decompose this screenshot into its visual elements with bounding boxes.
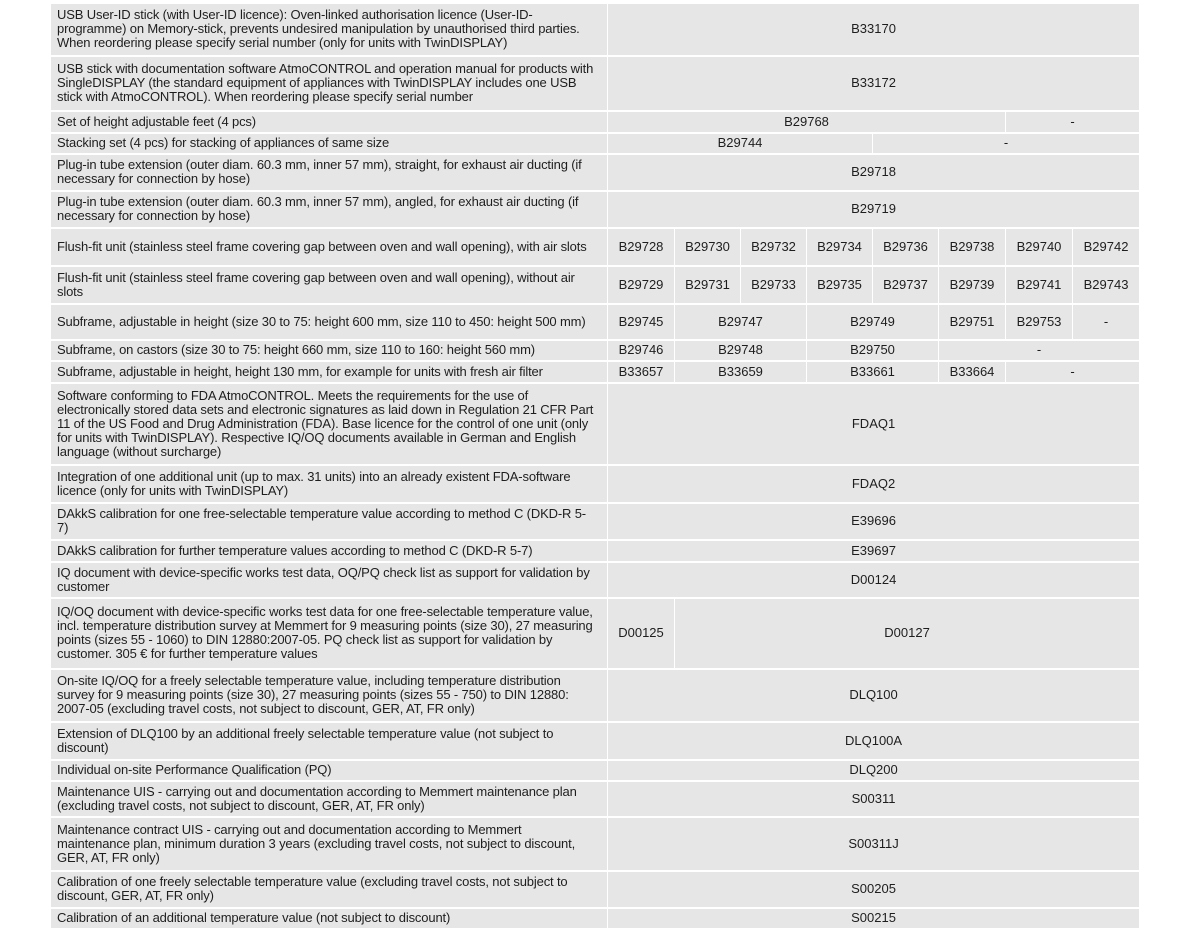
article-number-cell: B29719 (608, 191, 1140, 228)
article-number-cell: B29732 (741, 228, 807, 266)
article-number-cell: B29738 (939, 228, 1006, 266)
article-number-cell: S00205 (608, 871, 1140, 908)
table-row (51, 383, 1140, 465)
row-description: Flush-fit unit (stainless steel frame covering gap between oven and wall opening), without air slots (51, 266, 608, 304)
row-description: Subframe, on castors (size 30 to 75: height 660 mm, size 110 to 160: height 560 mm) (51, 340, 608, 361)
article-number-cell: B29751 (939, 304, 1006, 340)
article-number-cell: B29745 (608, 304, 675, 340)
article-number-cell: S00311J (608, 817, 1140, 871)
row-description: USB stick with documentation software AtmoCONTROL and operation manual for products with SingleDISPLAY (the standard equipment of appliances with TwinDISPLAY includes one USB stick with AtmoCONTROL). When reordering please specify serial number (51, 56, 608, 111)
table-row (51, 669, 1140, 722)
row-description: Calibration of an additional temperature value (not subject to discount) (51, 908, 608, 929)
table-row (51, 4, 1140, 56)
row-description: Integration of one additional unit (up to max. 31 units) into an already existent FDA-software licence (only for units with TwinDISPLAY) (51, 465, 608, 503)
article-number-cell: - (1006, 111, 1140, 133)
article-number-cell: B29742 (1073, 228, 1140, 266)
table-row (51, 871, 1140, 908)
article-number-cell: DLQ100 (608, 669, 1140, 722)
row-description: Plug-in tube extension (outer diam. 60.3 mm, inner 57 mm), angled, for exhaust air ducting (if necessary for connection by hose) (51, 191, 608, 228)
article-number-cell: B29748 (675, 340, 807, 361)
article-number-cell: B29737 (873, 266, 939, 304)
article-number-cell: B29739 (939, 266, 1006, 304)
row-description: Software conforming to FDA AtmoCONTROL. Meets the requirements for the use of electronically stored data sets and electronic signatures as laid down in Regulation 21 CFR Part 11 of the US Food and Drug Administration (FDA). Base licence for the control of one unit (only for units with TwinDISPLAY). Respective IQ/OQ documents available in German and English language (without surcharge) (51, 383, 608, 465)
article-number-cell: B33659 (675, 361, 807, 383)
article-number-cell: E39696 (608, 503, 1140, 540)
article-number-cell: S00311 (608, 781, 1140, 817)
article-number-cell: B29749 (807, 304, 939, 340)
row-description: DAkkS calibration for further temperature values according to method C (DKD-R 5-7) (51, 540, 608, 562)
accessories-table (50, 3, 1140, 930)
table-row (51, 722, 1140, 760)
article-number-cell: B29740 (1006, 228, 1073, 266)
table-row (51, 562, 1140, 598)
row-description: Stacking set (4 pcs) for stacking of appliances of same size (51, 133, 608, 154)
article-number-cell: FDAQ2 (608, 465, 1140, 503)
row-description: Maintenance UIS - carrying out and documentation according to Memmert maintenance plan (excluding travel costs, not subject to discount, GER, AT, FR only) (51, 781, 608, 817)
table-row (51, 154, 1140, 191)
row-description: On-site IQ/OQ for a freely selectable temperature value, including temperature distribution survey for 9 measuring points (size 30), 27 measuring points (sizes 55 - 750) to DIN 12880: 2007-05 (excluding travel costs, not subject to discount, GER, AT, FR only) (51, 669, 608, 722)
article-number-cell: B29731 (675, 266, 741, 304)
row-description: IQ/OQ document with device-specific works test data for one free-selectable temperature value, incl. temperature distribution survey at Memmert for 9 measuring points (size 30), 27 measuring points (sizes 55 - 1060) to DIN 12880:2007-05. PQ check list as support for validation by customer. 305 € for further temperature values (51, 598, 608, 669)
article-number-cell: - (1073, 304, 1140, 340)
article-number-cell: B29730 (675, 228, 741, 266)
table-row (51, 304, 1140, 340)
article-number-cell: B29750 (807, 340, 939, 361)
row-description: DAkkS calibration for one free-selectable temperature value according to method C (DKD-R 5-7) (51, 503, 608, 540)
table-row (51, 908, 1140, 929)
article-number-cell: B29735 (807, 266, 873, 304)
table-row (51, 760, 1140, 781)
table-row (51, 340, 1140, 361)
row-description: IQ document with device-specific works test data, OQ/PQ check list as support for validation by customer (51, 562, 608, 598)
article-number-cell: DLQ100A (608, 722, 1140, 760)
article-number-cell: B29734 (807, 228, 873, 266)
table-row (51, 361, 1140, 383)
table-row (51, 503, 1140, 540)
article-number-cell: FDAQ1 (608, 383, 1140, 465)
article-number-cell: B29718 (608, 154, 1140, 191)
table-row (51, 56, 1140, 111)
article-number-cell: B29743 (1073, 266, 1140, 304)
article-number-cell: DLQ200 (608, 760, 1140, 781)
article-number-cell: B33661 (807, 361, 939, 383)
article-number-cell: - (873, 133, 1140, 154)
table-row (51, 133, 1140, 154)
row-description: USB User-ID stick (with User-ID licence): Oven-linked authorisation licence (User-ID-programme) on Memory-stick, prevents undesired manipulation by unauthorised third parties. When reordering please specify serial number (only for units with TwinDISPLAY) (51, 4, 608, 56)
article-number-cell: D00125 (608, 598, 675, 669)
article-number-cell: E39697 (608, 540, 1140, 562)
article-number-cell: D00124 (608, 562, 1140, 598)
article-number-cell: B29736 (873, 228, 939, 266)
row-description: Calibration of one freely selectable temperature value (excluding travel costs, not subject to discount, GER, AT, FR only) (51, 871, 608, 908)
article-number-cell: B29747 (675, 304, 807, 340)
table-row (51, 817, 1140, 871)
article-number-cell: S00215 (608, 908, 1140, 929)
table-row (51, 465, 1140, 503)
article-number-cell: B29733 (741, 266, 807, 304)
article-number-cell: D00127 (675, 598, 1140, 669)
table-row (51, 266, 1140, 304)
row-description: Subframe, adjustable in height, height 130 mm, for example for units with fresh air filter (51, 361, 608, 383)
table-row (51, 228, 1140, 266)
table-row (51, 111, 1140, 133)
table-row (51, 781, 1140, 817)
table-body (51, 4, 1140, 929)
row-description: Plug-in tube extension (outer diam. 60.3 mm, inner 57 mm), straight, for exhaust air ducting (if necessary for connection by hose) (51, 154, 608, 191)
article-number-cell: B29746 (608, 340, 675, 361)
article-number-cell: B29728 (608, 228, 675, 266)
article-number-cell: B29741 (1006, 266, 1073, 304)
table-row (51, 191, 1140, 228)
row-description: Individual on-site Performance Qualification (PQ) (51, 760, 608, 781)
article-number-cell: B33170 (608, 4, 1140, 56)
article-number-cell: B33172 (608, 56, 1140, 111)
article-number-cell: B33664 (939, 361, 1006, 383)
row-description: Flush-fit unit (stainless steel frame covering gap between oven and wall opening), with air slots (51, 228, 608, 266)
article-number-cell: B29729 (608, 266, 675, 304)
accessories-table-sheet (50, 3, 1139, 930)
row-description: Extension of DLQ100 by an additional freely selectable temperature value (not subject to discount) (51, 722, 608, 760)
row-description: Subframe, adjustable in height (size 30 to 75: height 600 mm, size 110 to 450: height 500 mm) (51, 304, 608, 340)
article-number-cell: B29753 (1006, 304, 1073, 340)
row-description: Set of height adjustable feet (4 pcs) (51, 111, 608, 133)
table-row (51, 598, 1140, 669)
article-number-cell: B29768 (608, 111, 1006, 133)
row-description: Maintenance contract UIS - carrying out and documentation according to Memmert maintenance plan, minimum duration 3 years (excluding travel costs, not subject to discount, GER, AT, FR only) (51, 817, 608, 871)
article-number-cell: - (939, 340, 1140, 361)
article-number-cell: - (1006, 361, 1140, 383)
table-row (51, 540, 1140, 562)
article-number-cell: B29744 (608, 133, 873, 154)
article-number-cell: B33657 (608, 361, 675, 383)
